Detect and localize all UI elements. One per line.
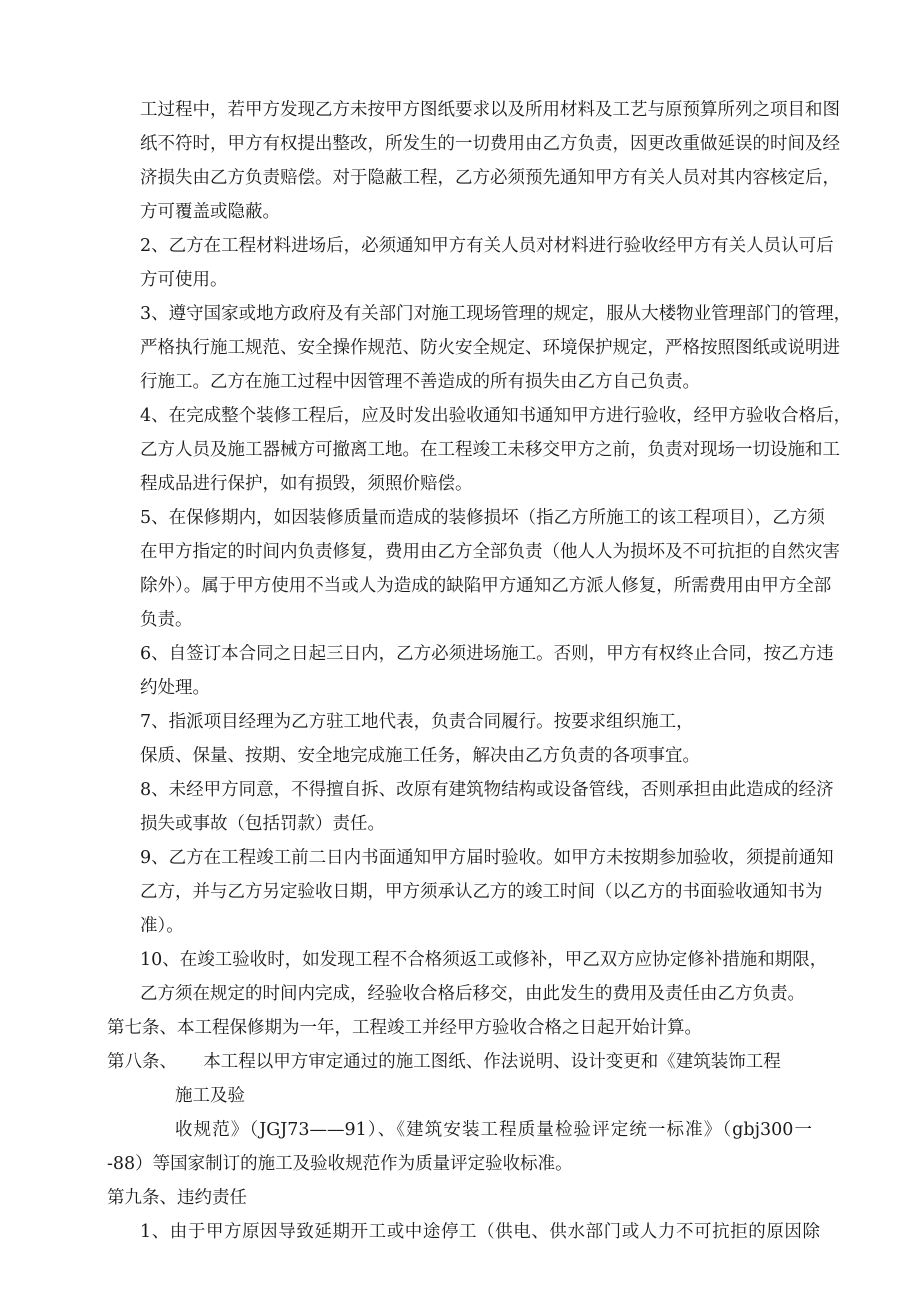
paragraph-line: 乙方，并与乙方另定验收日期，甲方须承认乙方的竣工时间（以乙方的书面验收通知书为 bbox=[140, 882, 823, 902]
paragraph-line: 程成品进行保护，如有损毁，须照价赔偿。 bbox=[140, 474, 473, 494]
paragraph-line: 严格执行施工规范、安全操作规范、防火安全规定、环境保护规定，严格按照图纸或说明进 bbox=[140, 338, 840, 358]
paragraph-line: 7、指派项目经理为乙方驻工地代表，负责合同履行。按要求组织施工， bbox=[140, 712, 694, 732]
paragraph-line: 施工及验 bbox=[175, 1086, 245, 1106]
paragraph-line: 行施工。乙方在施工过程中因管理不善造成的所有损失由乙方自己负责。 bbox=[140, 372, 700, 392]
paragraph-line: 在甲方指定的时间内负责修复，费用由乙方全部负责（他人人为损坏及不可抗拒的自然灾害 bbox=[140, 542, 840, 562]
paragraph-line: 1、由于甲方原因导致延期开工或中途停工（供电、供水部门或人力不可抗拒的原因除 bbox=[140, 1222, 820, 1242]
article-heading: 第七条、本工程保修期为一年，工程竣工并经甲方验收合格之日起开始计算。 bbox=[107, 1018, 702, 1038]
paragraph-line: 除外）。属于甲方使用不当或人为造成的缺陷甲方通知乙方派人修复，所需费用由甲方全部 bbox=[140, 576, 832, 596]
paragraph-line: 9、乙方在工程竣工前二日内书面通知甲方届时验收。如甲方未按期参加验收，须提前通知 bbox=[140, 848, 834, 868]
article-heading: 第九条、违约责任 bbox=[107, 1188, 247, 1208]
paragraph-line: 6、自签订本合同之日起三日内，乙方必须进场施工。否则，甲方有权终止合同，按乙方违 bbox=[140, 644, 834, 664]
paragraph-line: 约处理。 bbox=[140, 678, 210, 698]
paragraph-line: 10、在竣工验收时，如发现工程不合格须返工或修补，甲乙双方应协定修补措施和期限， bbox=[140, 950, 828, 970]
paragraph-line: 负责。 bbox=[140, 610, 193, 630]
paragraph-line: 方可覆盖或隐蔽。 bbox=[140, 202, 280, 222]
paragraph-line: 保质、保量、按期、安全地完成施工任务，解决由乙方负责的各项事宜。 bbox=[140, 746, 700, 766]
paragraph-line: 5、在保修期内，如因装修质量而造成的装修损坏（指乙方所施工的该工程项目），乙方须 bbox=[140, 508, 825, 528]
paragraph-line: 损失或事故（包括罚款）责任。 bbox=[140, 814, 385, 834]
paragraph-line: -88）等国家制订的施工及验收规范作为质量评定验收标准。 bbox=[107, 1154, 573, 1174]
paragraph-line: 工过程中，若甲方发现乙方未按甲方图纸要求以及所用材料及工艺与原预算所列之项目和图 bbox=[140, 100, 840, 120]
paragraph-line: 2、乙方在工程材料进场后，必须通知甲方有关人员对材料进行验收经甲方有关人员认可后 bbox=[140, 236, 834, 256]
paragraph-line: 乙方须在规定的时间内完成，经验收合格后移交，由此发生的费用及责任由乙方负责。 bbox=[140, 984, 805, 1004]
paragraph-line: 8、未经甲方同意，不得擅自拆、改原有建筑物结构或设备管线，否则承担由此造成的经济 bbox=[140, 780, 834, 800]
paragraph-line: 3、遵守国家或地方政府及有关部门对施工现场管理的规定，服从大楼物业管理部门的管理， bbox=[140, 304, 852, 324]
paragraph-line: 4、在完成整个装修工程后，应及时发出验收通知书通知甲方进行验收，经甲方验收合格后， bbox=[140, 406, 852, 426]
paragraph-line: 乙方人员及施工器械方可撤离工地。在工程竣工未移交甲方之前，负责对现场一切设施和工 bbox=[140, 440, 840, 460]
paragraph-line: 收规范》（JGJ73——91）、《建筑安装工程质量检验评定统一标准》（gbj300一 bbox=[175, 1120, 812, 1140]
article-heading: 第八条、 本工程以甲方审定通过的施工图纸、作法说明、设计变更和《建筑装饰工程 bbox=[107, 1052, 781, 1072]
paragraph-line: 济损失由乙方负责赔偿。对于隐蔽工程，乙方必须预先通知甲方有关人员对其内容核定后， bbox=[140, 168, 840, 188]
paragraph-line: 纸不符时，甲方有权提出整改，所发生的一切费用由乙方负责，因更改重做延误的时间及经 bbox=[140, 134, 840, 154]
paragraph-line: 方可使用。 bbox=[140, 270, 228, 290]
paragraph-line: 准）。 bbox=[140, 916, 184, 936]
